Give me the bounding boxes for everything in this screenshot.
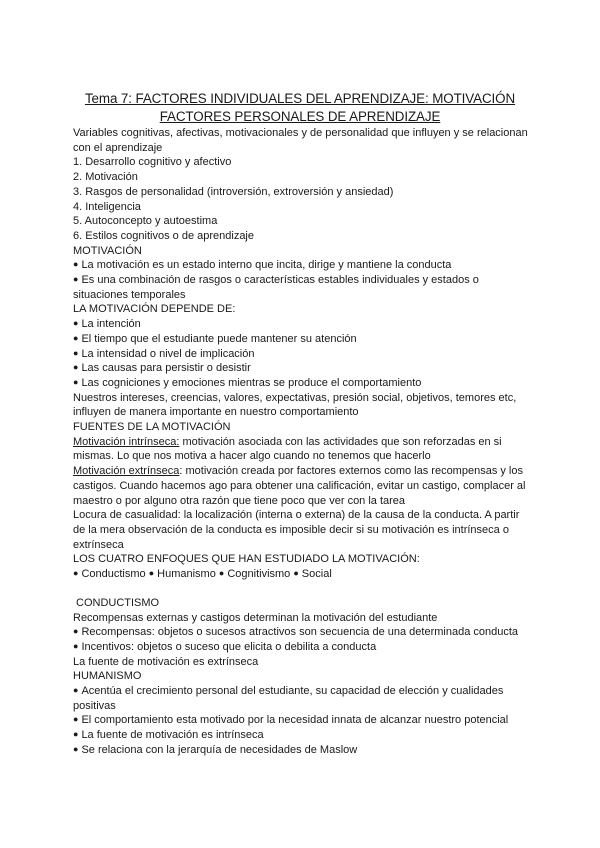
bullet-item: ● Es una combinación de rasgos o características estables individuales y estados o situaciones temporales xyxy=(73,273,533,302)
enfoque-item: ● Social xyxy=(293,568,331,580)
intrinseca-text: motivación asociada con las actividades que son reforzadas en si mismas. Lo que nos motiva a hacer algo cuando no tenemos que hacerlo xyxy=(73,435,502,463)
bullet-item: ● Recompensas: objetos o sucesos atractivos son secuencia de una determinada conducta xyxy=(73,625,533,640)
bullet-item: ● El tiempo que el estudiante puede mantener su atención xyxy=(73,332,533,347)
humanismo-heading: HUMANISMO xyxy=(73,670,142,683)
bullet-item: ● La motivación es un estado interno que incita, dirige y mantiene la conducta xyxy=(73,258,533,273)
intrinseca-term: Motivación intrínseca: xyxy=(73,435,180,448)
bullet-item: ● La intención xyxy=(73,317,533,332)
fuentes-heading: FUENTES DE LA MOTIVACIÓN xyxy=(73,421,231,434)
locura-paragraph: Locura de casualidad: la localización (interna o externa) de la causa de la conducta. A partir de la mera observación de la conducta es imposible decir si su motivación es intrínseca o extrínseca xyxy=(73,509,520,551)
factor-item: 6. Estilos cognitivos o de aprendizaje xyxy=(73,229,254,242)
extrinseca-paragraph xyxy=(73,464,533,508)
bullet-item: ● Acentúa el crecimiento personal del estudiante, su capacidad de elección y cualidades positivas xyxy=(73,684,533,713)
page-title xyxy=(60,90,540,126)
extrinseca-text: : motivación creada por factores externos como las recompensas y los castigos. Cuando hacemos ago para obtener una calificación, evitar un castigo, complacer al maestro o por alguno otra razón que tiene poco que ver con la tarea xyxy=(73,465,526,507)
extrinseca-term: Motivación extrínseca xyxy=(73,465,180,478)
title-line-1: Tema 7: FACTORES INDIVIDUALES DEL APRENDIZAJE: MOTIVACIÓN xyxy=(84,91,516,106)
intrinseca-paragraph xyxy=(73,435,533,464)
conductismo-source: La fuente de motivación es extrínseca xyxy=(73,655,259,668)
document-body xyxy=(73,126,533,758)
factor-item: 1. Desarrollo cognitivo y afectivo xyxy=(73,156,232,169)
factor-item: 4. Inteligencia xyxy=(73,200,141,213)
section-gap xyxy=(73,582,533,596)
enfoques-heading: LOS CUATRO ENFOQUES QUE HAN ESTUDIADO LA MOTIVACIÓN: xyxy=(73,553,420,566)
enfoque-item: ● Cognitivismo xyxy=(219,568,290,580)
bullet-item: ● El comportamiento esta motivado por la necesidad innata de alcanzar nuestro potencial xyxy=(73,713,533,728)
bullet-item: ● Las cogniciones y emociones mientras se produce el comportamiento xyxy=(73,376,533,391)
conductismo-heading: CONDUCTISMO xyxy=(76,596,160,609)
bullet-item: ● La fuente de motivación es intrínseca xyxy=(73,728,533,743)
enfoque-item: ● Humanismo xyxy=(149,568,216,580)
title-line-2: FACTORES PERSONALES DE APRENDIZAJE xyxy=(159,109,441,124)
motivacion-heading: MOTIVACIÓN xyxy=(73,244,142,257)
bullet-item: ● Las causas para persistir o desistir xyxy=(73,361,533,376)
bullet-item: ● Se relaciona con la jerarquía de necesidades de Maslow xyxy=(73,743,533,758)
factor-item: 3. Rasgos de personalidad (introversión, extroversión y ansiedad) xyxy=(73,185,394,198)
enfoque-item: ● Conductismo xyxy=(73,568,146,580)
depende-note: Nuestros intereses, creencias, valores, expectativas, presión social, objetivos, temores etc, influyen de manera importante en nuestro comportamiento xyxy=(73,391,517,419)
conductismo-intro: Recompensas externas y castigos determinan la motivación del estudiante xyxy=(73,611,438,624)
bullet-item: ● La intensidad o nivel de implicación xyxy=(73,347,533,362)
enfoques-list xyxy=(73,567,533,582)
factor-item: 5. Autoconcepto y autoestima xyxy=(73,215,218,228)
intro-paragraph: Variables cognitivas, afectivas, motivacionales y de personalidad que influyen y se relacionan con el aprendizaje xyxy=(73,127,528,154)
depende-heading: LA MOTIVACIÓN DEPENDE DE: xyxy=(73,303,236,316)
factor-item: 2. Motivación xyxy=(73,171,138,184)
bullet-item: ● Incentivos: objetos o suceso que elicita o debilita a conducta xyxy=(73,640,533,655)
